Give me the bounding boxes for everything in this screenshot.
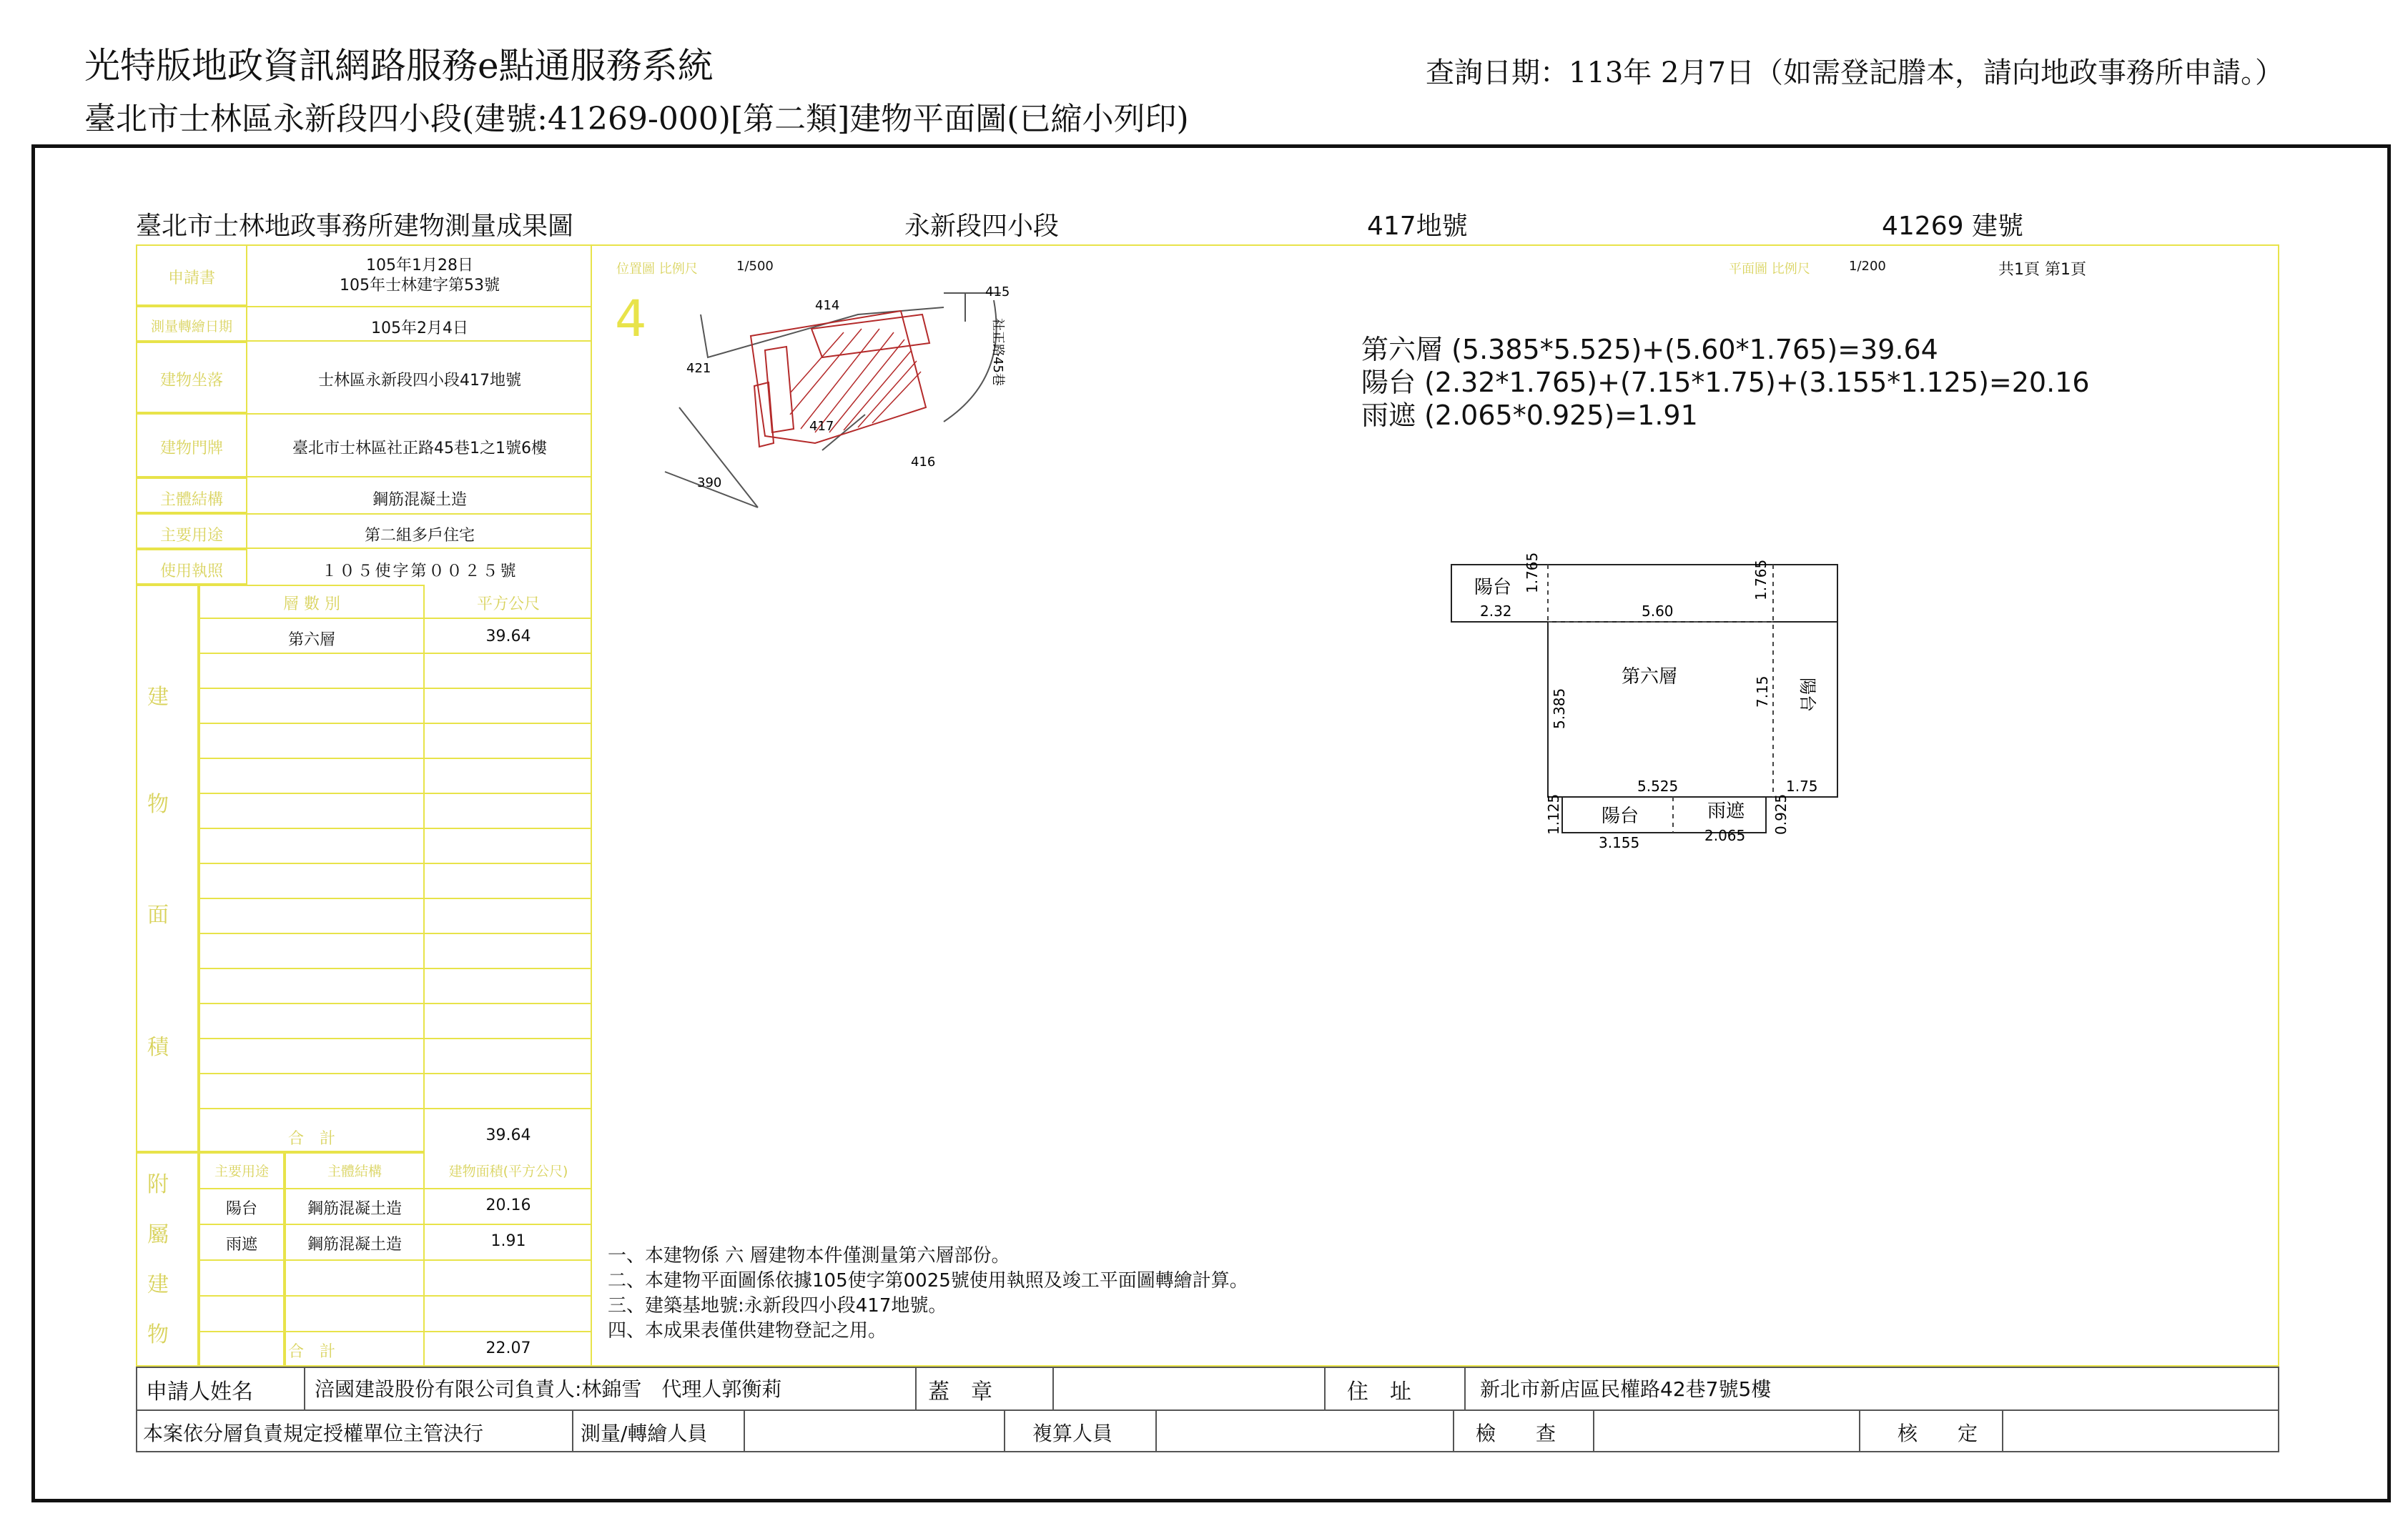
area-grid-line — [199, 1003, 592, 1004]
area-grid-line — [199, 968, 592, 969]
area-grid-line — [199, 758, 592, 759]
note-line: 二、本建物平面圖係依據105使字第0025號使用執照及竣工平面圖轉繪計算。 — [608, 1270, 1248, 1292]
plan-canopy-label: 雨遮 — [1707, 801, 1745, 822]
attach-total-label: 合 計 — [287, 1343, 335, 1361]
section-name: 永新段四小段 — [904, 212, 1060, 241]
attach-side-char: 物 — [147, 1322, 169, 1347]
parcel-414: 414 — [815, 298, 840, 313]
info-value: 第二組多戶住宅 — [364, 527, 475, 545]
area-side-char: 面 — [147, 903, 169, 928]
area-side-char: 物 — [147, 792, 169, 817]
dim-2065: 2.065 — [1704, 827, 1746, 844]
info-label: 建物門牌 — [159, 440, 223, 457]
attach-side-char: 建 — [147, 1272, 169, 1297]
plan-scale-label: 平面圖 比例尺 — [1729, 262, 1810, 277]
note-line: 四、本成果表僅供建物登記之用。 — [608, 1320, 887, 1342]
building-number: 41269 建號 — [1882, 212, 2023, 241]
info-label: 使用執照 — [159, 563, 223, 580]
address-label: 住 址 — [1347, 1379, 1411, 1404]
formula-balcony: 陽台 (2.32*1.765)+(7.15*1.75)+(3.155*1.125)=20.16 — [1361, 367, 2090, 398]
dim-1125: 1.125 — [1545, 793, 1562, 835]
parcel-421: 421 — [686, 361, 711, 376]
area-total-label: 合 計 — [287, 1130, 335, 1148]
attach-struct: 鋼筋混凝土造 — [307, 1236, 402, 1254]
system-title: 光特版地政資訊網路服務e點通服務系統 — [84, 45, 714, 86]
dim-1765b: 1.765 — [1752, 559, 1770, 600]
info-value: 鋼筋混凝土造 — [372, 491, 467, 509]
attach-area: 20.16 — [485, 1196, 531, 1214]
area-total: 39.64 — [485, 1126, 531, 1144]
plan-scale: 1/200 — [1849, 259, 1886, 274]
document-subtitle: 臺北市士林區永新段四小段(建號:41269-000)[第二類]建物平面圖(已縮小列印) — [84, 101, 1189, 137]
location-scale: 1/500 — [736, 259, 774, 274]
info-value: １０５使字第００２５號 — [321, 563, 518, 580]
page-count: 共1頁 第1頁 — [1998, 261, 2086, 279]
info-value: 士林區永新段四小段417地號 — [318, 372, 521, 390]
info-value: 105年1月28日 105年士林建字第53號 — [340, 257, 500, 294]
area-side-char: 建 — [147, 685, 169, 710]
area-value: 39.64 — [485, 628, 531, 645]
applicant-label: 申請人姓名 — [146, 1379, 253, 1404]
authorization-note: 本案依分層負責規定授權單位主管決行 — [143, 1422, 484, 1445]
note-line: 一、本建物係 六 層建物本件僅測量第六層部份。 — [608, 1245, 1010, 1267]
dim-715: 7.15 — [1754, 675, 1771, 708]
info-label: 測量轉繪日期 — [150, 319, 232, 335]
approve-label: 核 定 — [1898, 1422, 1978, 1445]
parcel-390: 390 — [697, 475, 722, 490]
floor-plan — [1430, 550, 1873, 865]
area-side-char: 積 — [147, 1035, 169, 1060]
attach-head-struct: 主體結構 — [327, 1164, 382, 1179]
dim-175: 1.75 — [1786, 778, 1818, 795]
info-label: 建物坐落 — [159, 372, 223, 390]
parcel-417: 417 — [809, 419, 834, 434]
formula-floor: 第六層 (5.385*5.525)+(5.60*1.765)=39.64 — [1361, 334, 1938, 365]
info-label: 申請書 — [167, 269, 215, 287]
attach-side-char: 附 — [147, 1172, 169, 1197]
office-title: 臺北市士林地政事務所建物測量成果圖 — [136, 212, 574, 241]
road-label: 社正路45巷 — [990, 318, 1005, 386]
area-grid-line — [199, 863, 592, 864]
location-scale-label: 位置圖 比例尺 — [616, 262, 698, 277]
formula-canopy: 雨遮 (2.065*0.925)=1.91 — [1361, 400, 1698, 431]
attach-area: 1.91 — [490, 1232, 526, 1250]
land-number: 417地號 — [1367, 212, 1468, 241]
seal-label: 蓋 章 — [928, 1379, 992, 1404]
dim-560: 5.60 — [1642, 603, 1674, 620]
area-grid-line — [199, 688, 592, 689]
attach-head-use: 主要用途 — [214, 1164, 269, 1179]
parcel-416: 416 — [911, 455, 936, 470]
dim-3155: 3.155 — [1599, 834, 1640, 851]
inspect-label: 檢 查 — [1476, 1422, 1556, 1445]
area-grid-line — [199, 1073, 592, 1074]
query-date: 查詢日期：113年 2月7日（如需登記謄本，請向地政事務所申請。） — [1426, 56, 2284, 89]
area-grid-line — [199, 898, 592, 899]
parcel-415: 415 — [985, 284, 1010, 299]
plan-floor-label: 第六層 — [1622, 666, 1678, 688]
info-label: 主要用途 — [159, 527, 223, 545]
address-value: 新北市新店區民權路42巷7號5樓 — [1480, 1377, 1772, 1401]
attach-side-char: 屬 — [147, 1222, 169, 1247]
attach-use: 雨遮 — [225, 1236, 257, 1254]
dim-5525: 5.525 — [1637, 778, 1679, 795]
dim-1765a: 1.765 — [1524, 552, 1541, 593]
attach-struct: 鋼筋混凝土造 — [307, 1200, 402, 1218]
attach-use: 陽台 — [225, 1200, 257, 1218]
area-grid-line — [199, 1108, 592, 1109]
attach-head-area: 建物面積(平方公尺) — [448, 1164, 568, 1179]
note-line: 三、建築基地號:永新段四小段417地號。 — [608, 1295, 947, 1317]
north-arrow-icon: 4 — [615, 289, 647, 348]
area-head-floor: 層 數 別 — [283, 595, 340, 613]
plan-balcony-right: 陽台 — [1797, 678, 1817, 712]
dim-0925: 0.925 — [1772, 793, 1790, 835]
dim-232: 2.32 — [1480, 603, 1512, 620]
info-value: 臺北市士林區社正路45巷1之1號6樓 — [292, 440, 547, 457]
plan-balcony-bottom: 陽台 — [1602, 806, 1639, 827]
area-grid-line — [199, 723, 592, 724]
dim-5385: 5.385 — [1551, 688, 1568, 729]
area-grid-line — [199, 793, 592, 794]
area-grid-line — [199, 618, 592, 619]
area-floor: 第六層 — [287, 631, 335, 649]
area-head-sqm: 平方公尺 — [476, 595, 540, 613]
plan-balcony-top: 陽台 — [1474, 577, 1512, 598]
area-grid-line — [199, 1038, 592, 1039]
area-grid-line — [199, 828, 592, 829]
checker-label: 複算人員 — [1032, 1422, 1113, 1445]
surveyor-label: 測量/轉繪人員 — [581, 1422, 708, 1445]
info-value: 105年2月4日 — [371, 319, 468, 337]
site-location-map — [608, 272, 1051, 529]
area-grid-line — [199, 933, 592, 934]
attach-total: 22.07 — [485, 1339, 531, 1357]
area-grid-line — [199, 653, 592, 654]
applicant-name: 涪國建設股份有限公司負責人:林錦雪 代理人郭衡莉 — [315, 1377, 782, 1401]
info-label: 主體結構 — [159, 491, 223, 509]
